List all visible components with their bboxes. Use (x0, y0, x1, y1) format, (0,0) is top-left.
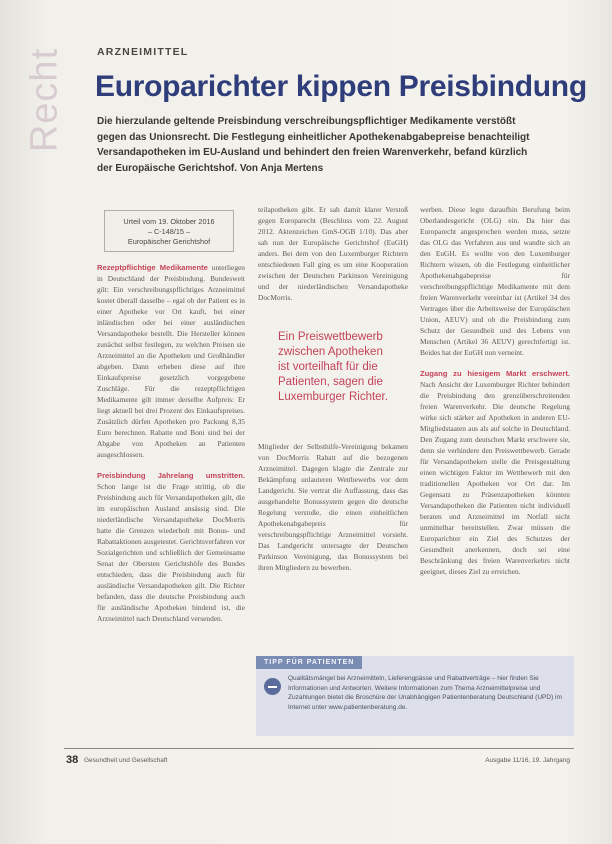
verdict-court: Europäischer Gerichtshof (127, 237, 211, 246)
section-vertical-label: Recht (23, 47, 66, 153)
paragraph-text: Schon lange ist die Frage strittig, ob die Preisbindung auch für Versandapotheken gilt, die im europäischen Ausland ansässig sind. Die niederländische Versandapotheke DocMorris hatte die Grenzen wiederholt mit Bonus- und Rabattaktionen ausgetestet. Gerichtsverfahren vor Sozialgerichten und schließlich der Gemeinsame Senat der Obersten Gerichtshöfe des Bundes entschieden, dass die Preisbindung auch für ausländische Versandapotheken gilt. Die Richter befanden, dass die deutsche Preisbindung auch für ausländische Apotheken bindend ist, die Arzneimittel nach Deutschland versenden. (97, 482, 245, 623)
keyword-lead: Preisbindung Jahrelang umstritten. (97, 471, 245, 480)
paragraph-text: unterliegen in Deutschland der Preisbindung. Bundesweit gilt: Ein verschreibungspflichtiges Arzneimittel kostet überall dasselbe – egal ob der Patient es in einer Apotheke vor Ort kauft, bei einer inländischen oder bei einer ausländischen Versandapotheke bestellt. Die Hersteller können zunächst selbst festlegen, zu welchen Preisen sie Arzneimittel an die Apotheken und Großhändler abgeben. Dann erheben diese auf ihre Einkaufspreise gesetzlich vorgegebene Zuschläge. Für die rezeptpflichtigen Medikamente gilt immer derselbe Aufpreis: Er liegt aktuell bei drei Prozent des Einkaufspreises. Zusätzlich dürfen Apotheken pro Packung 8,35 Euro berechnen. Rabatte und Boni sind bei der Abgabe von Apotheken an Patienten ausgeschlossen. (97, 263, 245, 459)
paragraph (97, 470, 245, 624)
issue-info: Ausgabe 11/16, 19. Jahrgang (485, 757, 570, 764)
minus-circle-icon (264, 678, 281, 695)
verdict-infobox (104, 210, 234, 252)
patient-tip-box (256, 656, 574, 736)
footer-divider (64, 748, 574, 749)
magazine-name: Gesundheit und Gesellschaft (84, 757, 168, 764)
article-column-2-top (258, 204, 408, 303)
paragraph-text: Nach Ansicht der Luxemburger Richter behindert die Preisbindung den grenzüberschreitenden freien Warenverkehr. Die deutsche Regelung wirke sich stärker auf Apotheken in anderen EU-Mitgliedstaaten aus als auf solche in Deutschland. Den Zugang zum deutschen Markt erschwere sie, denn sie verhindere den Preiswettbewerb. Gerade für Versandapotheken stelle die Preisgestaltung einen wichtigen Faktor im Wettbewerb mit den traditionellen Apotheken vor Ort dar. Im Gegensatz zu Präsenzapotheken könnten Versandapotheken die Patienten nicht individuell beraten und Arzneimittel im Notfall nicht unmittelbar bereitstellen. Zwar müssen die Europarichter ein Ziel des Schutzes der Gesundheit anerkennen, doch sei eine Beschränkung des freien Warenverkehrs nicht geeignet, dieses Ziel zu erreichen. (420, 380, 570, 576)
article-column-3 (420, 204, 570, 577)
article-column-2-bottom (258, 441, 408, 573)
keyword-lead: Rezeptpflichtige Medikamente (97, 263, 208, 272)
keyword-lead: Zugang zu hiesigem Markt erschwert. (420, 369, 570, 378)
tip-text: Qualitätsmängel bei Arzneimitteln, Lieferengpässe und Rabattverträge – hier finden Sie Informationen und Antworten. Weitere Informationen zum Thema Arzneimittelpreise und Zuzahlungen bietet die Broschüre der Unabhängigen Patientenberatung Deutschland (UPD) im Internet unter www.patientenberatung.de. (288, 675, 562, 711)
section-label: ARZNEIMITTEL (97, 46, 189, 58)
pull-quote: Ein Preiswettbewerb zwischen Apotheken ist vorteilhaft für die Patienten, sagen die Luxemburger Richter. (278, 331, 388, 403)
article-lead: Die hierzulande geltende Preisbindung verschreibungspflichtiger Medikamente verstößt gegen das Unionsrecht. Die Festlegung einheitlicher Apothekenabgabepreise benachteiligt Versandapotheken im EU-Ausland und behindert den freien Warenverkehr, befand kürzlich der Europäische Gerichtshof. Von Anja Mertens (97, 116, 530, 174)
paragraph (420, 368, 570, 577)
paragraph: Mitglieder der Selbsthilfe-Vereinigung bekamen von DocMorris Rabatt auf die bezogenen Arzneimittel. Dagegen klagte die Zentrale zur Bekämpfung unlauteren Wettbewerbs vor dem Landgericht. Sie vertrat die Auffassung, dass das ausgehandelte Bonussystem gegen die deutsche Regelung verstoße, die einen einheitlichen Apothekenabgabepreis für verschreibungspflichtige Arzneimittel vorsieht. Das Landgericht untersagte der Deutschen Parkinson Vereinigung, das Bonussystem bei ihren Mitgliedern zu bewerben. (258, 442, 408, 572)
verdict-case-number: – C-148/15 – (147, 227, 191, 236)
article-column-1 (97, 262, 245, 624)
page-number: 38 (66, 754, 79, 766)
tip-header: TIPP FÜR PATIENTEN (256, 656, 362, 669)
paragraph: werben. Diese legte daraufhin Berufung beim Oberlandesgericht (OLG) ein. Da hier das Europarecht angesprochen werden muss, setzte das OLG das Verfahren aus und wandte sich an den EuGH. Es wollte von den Luxemburger Richtern wissen, ob die Festlegung einheitlicher Apothekenabgabepreise für verschreibungspflichtige Medikamente mit dem freien Warenverkehr vereinbar ist (Artikel 34 des Vertrages über die Arbeitsweise der Europäischen Union, AEUV) und ob die Preisbindung zum Schutz der Gesundheit und des Lebens von Menschen (Artikel 36 AEUV) gerechtfertigt ist. Beides hat der EuGH nun verneint. (420, 205, 570, 357)
paragraph (97, 262, 245, 460)
paragraph: teilapotheken gibt. Er sah damit klarer Verstoß gegen Europarecht (Beschluss vom 22. August 2012. Aktenzeichen GmS-OGB 1/10). Das aber sah nun der Europäische Gerichtshof (EuGH) anders. Bei dem von den Luxemburger Richtern entschiedenen Fall ging es um eine Kooperation zwischen der Deutschen Parkinson Vereinigung und der niederländischen Versandapotheke DocMorris. (258, 205, 408, 302)
verdict-date: Urteil vom 19. Oktober 2016 (123, 217, 215, 226)
article-headline: Europarichter kippen Preisbindung (95, 70, 587, 103)
